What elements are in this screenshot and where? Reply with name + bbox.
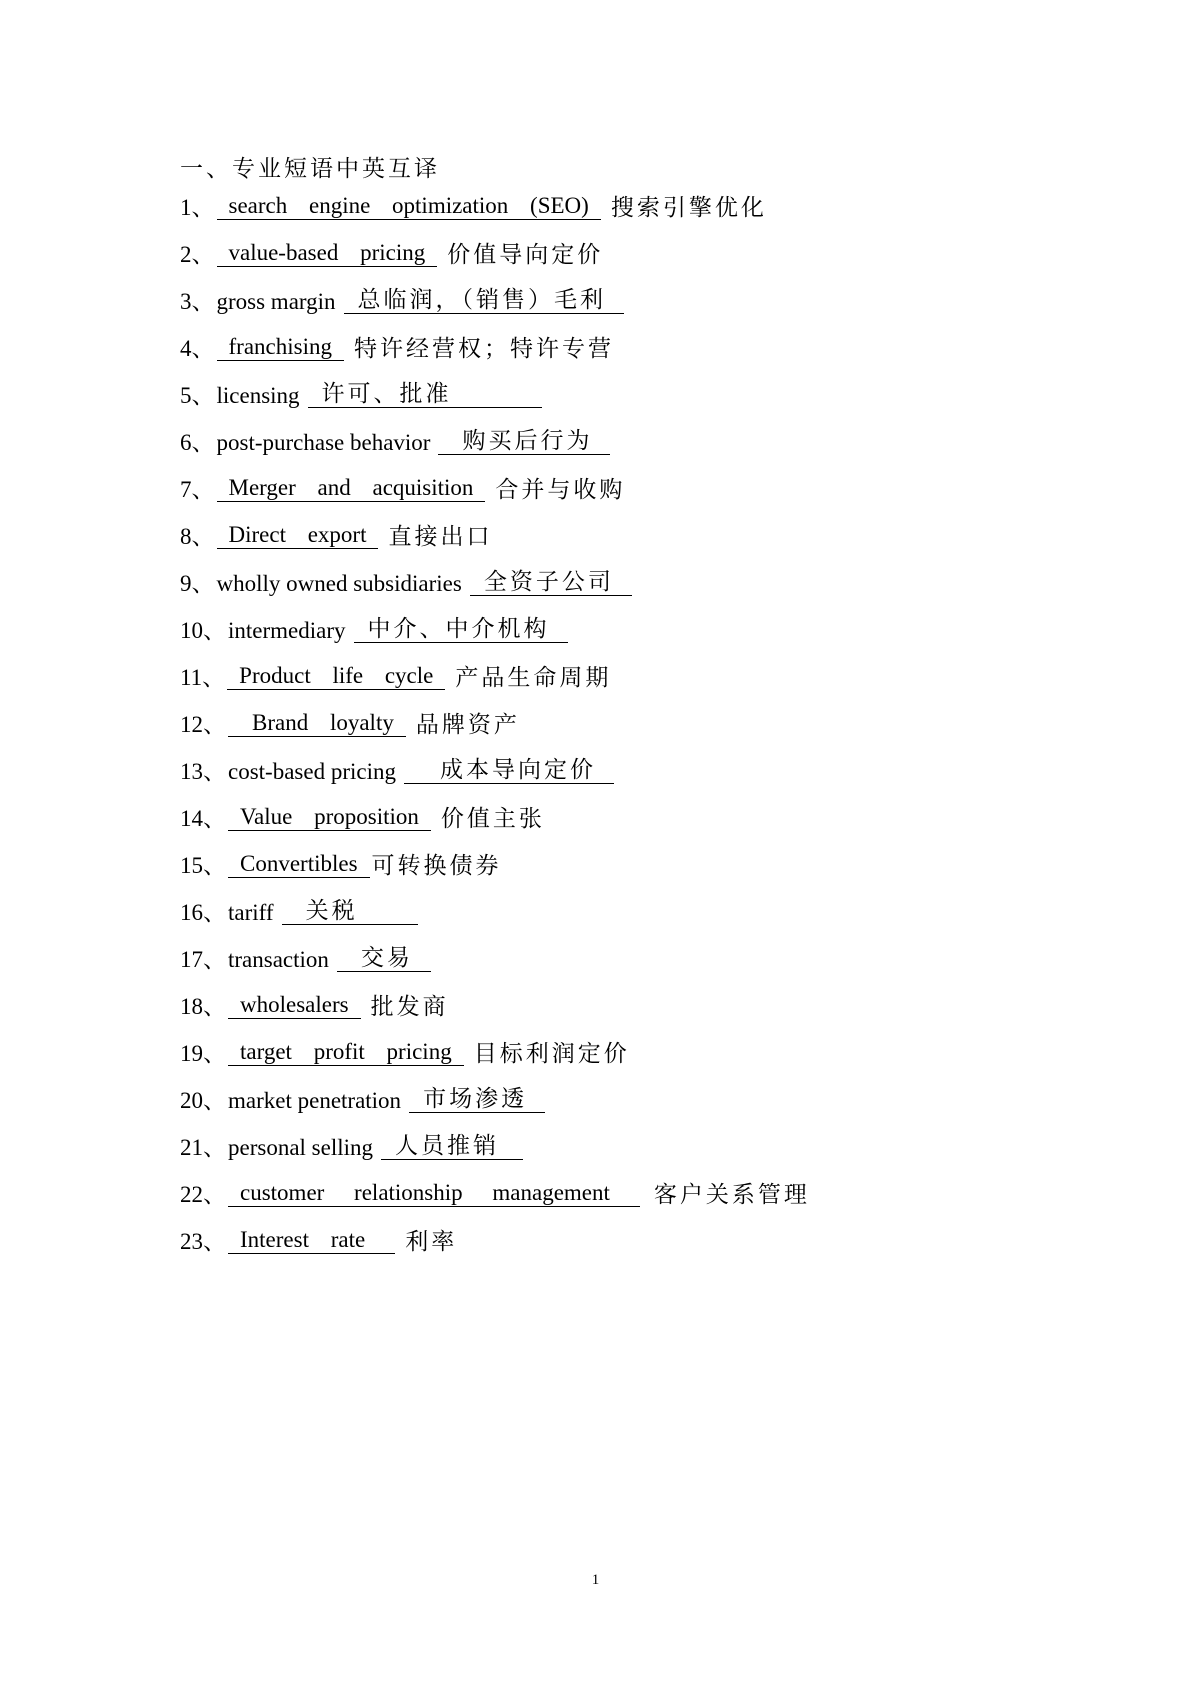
english-term: wholly owned subsidiaries (216, 571, 462, 596)
item-separator: 、 (191, 383, 215, 408)
list-item (180, 992, 810, 1039)
item-number: 12 (180, 712, 203, 737)
answer-blank: Product life cycle (227, 663, 445, 690)
answer-blank: Brand loyalty (228, 710, 406, 737)
chinese-term: 搜索引擎优化 (610, 195, 767, 220)
item-separator: 、 (203, 618, 226, 643)
english-term: post-purchase behavior (216, 430, 431, 455)
section-title: 一、专业短语中英互译 (180, 156, 440, 181)
item-separator: 、 (203, 1229, 226, 1254)
list-item (180, 1039, 810, 1086)
list-item (180, 1227, 810, 1274)
item-number: 21 (180, 1135, 203, 1160)
item-number: 19 (180, 1041, 203, 1066)
item-separator: 、 (203, 806, 226, 831)
item-number: 16 (180, 900, 203, 925)
english-term: gross margin (216, 289, 336, 314)
item-number: 9 (180, 571, 192, 596)
answer-blank: target profit pricing (228, 1039, 464, 1066)
list-item (180, 193, 810, 240)
item-separator: 、 (203, 1041, 226, 1066)
list-item (180, 804, 810, 851)
list-item (180, 663, 810, 710)
answer-blank: 成本导向定价 (404, 757, 614, 784)
item-number: 4 (180, 336, 192, 361)
item-number: 2 (180, 242, 192, 267)
answer-blank: 市场渗透 (409, 1086, 545, 1113)
list-item (180, 240, 810, 287)
item-separator: 、 (203, 994, 226, 1019)
answer-blank: wholesalers (228, 992, 361, 1019)
item-number: 14 (180, 806, 203, 831)
item-number: 6 (180, 430, 192, 455)
chinese-term: 客户关系管理 (653, 1182, 810, 1207)
answer-blank: 许可、批准 (308, 381, 542, 408)
item-separator: 、 (203, 1182, 226, 1207)
item-separator: 、 (191, 289, 215, 314)
list-item (180, 945, 810, 992)
list-item (180, 428, 810, 475)
item-number: 18 (180, 994, 203, 1019)
answer-blank: Merger and acquisition (217, 475, 486, 502)
answer-blank: 总临润，（销售）毛利 (344, 287, 625, 314)
answer-blank: value-based pricing (217, 240, 438, 267)
item-number: 11 (180, 665, 203, 690)
item-separator: 、 (203, 853, 226, 878)
item-separator: 、 (191, 336, 215, 361)
item-number: 5 (180, 383, 192, 408)
answer-blank: 交易 (337, 945, 431, 972)
list-item (180, 1133, 810, 1180)
english-term: personal selling (228, 1135, 373, 1160)
item-separator: 、 (191, 524, 215, 549)
answer-blank: Value proposition (228, 804, 431, 831)
answer-blank: customer relationship management (228, 1180, 640, 1207)
chinese-term: 特许经营权；特许专营 (353, 336, 614, 361)
answer-blank: Interest rate (228, 1227, 395, 1254)
item-separator: 、 (191, 242, 215, 267)
item-separator: 、 (203, 1135, 226, 1160)
item-separator: 、 (202, 665, 226, 690)
list-item (180, 1086, 810, 1133)
answer-blank: 人员推销 (381, 1133, 523, 1160)
item-number: 17 (180, 947, 203, 972)
chinese-term: 目标利润定价 (473, 1041, 630, 1066)
item-number: 1 (180, 195, 192, 220)
chinese-term: 合并与收购 (495, 477, 626, 502)
list-item (180, 522, 810, 569)
item-number: 8 (180, 524, 192, 549)
item-separator: 、 (203, 1088, 226, 1113)
chinese-term: 品牌资产 (415, 712, 520, 737)
chinese-term: 产品生命周期 (455, 665, 612, 690)
answer-blank: 全资子公司 (470, 569, 632, 596)
answer-blank: 购买后行为 (438, 428, 610, 455)
english-term: tariff (228, 900, 274, 925)
english-term: market penetration (228, 1088, 402, 1113)
item-separator: 、 (191, 477, 215, 502)
phrase-list (180, 193, 810, 1274)
item-separator: 、 (203, 712, 226, 737)
item-number: 15 (180, 853, 203, 878)
list-item (180, 898, 810, 945)
chinese-term: 直接出口 (388, 524, 493, 549)
item-number: 22 (180, 1182, 203, 1207)
item-separator: 、 (203, 947, 226, 972)
list-item (180, 381, 810, 428)
chinese-term: 价值主张 (440, 806, 545, 831)
list-item (180, 287, 810, 334)
chinese-term: 可转换债券 (371, 853, 502, 878)
answer-blank: franchising (217, 334, 344, 361)
item-separator: 、 (191, 195, 215, 220)
answer-blank: Direct export (217, 522, 379, 549)
answer-blank: search engine optimization (SEO) (217, 193, 601, 220)
chinese-term: 利率 (405, 1229, 458, 1254)
item-separator: 、 (191, 430, 215, 455)
answer-blank: 关税 (282, 898, 418, 925)
item-number: 23 (180, 1229, 203, 1254)
item-number: 10 (180, 618, 203, 643)
list-item (180, 475, 810, 522)
list-item (180, 334, 810, 381)
list-item (180, 569, 810, 616)
list-item (180, 616, 810, 663)
english-term: intermediary (228, 618, 346, 643)
chinese-term: 批发商 (370, 994, 449, 1019)
list-item (180, 757, 810, 804)
english-term: licensing (216, 383, 300, 408)
item-number: 20 (180, 1088, 203, 1113)
list-item (180, 710, 810, 757)
item-separator: 、 (203, 900, 226, 925)
item-number: 7 (180, 477, 192, 502)
answer-blank: Convertibles (228, 851, 370, 878)
item-number: 13 (180, 759, 203, 784)
answer-blank: 中介、中介机构 (354, 616, 568, 643)
list-item (180, 1180, 810, 1227)
chinese-term: 价值导向定价 (447, 242, 604, 267)
item-separator: 、 (191, 571, 215, 596)
english-term: transaction (228, 947, 329, 972)
page-number: 1 (591, 1572, 600, 1588)
item-separator: 、 (203, 759, 226, 784)
english-term: cost-based pricing (228, 759, 396, 784)
item-number: 3 (180, 289, 192, 314)
list-item (180, 851, 810, 898)
